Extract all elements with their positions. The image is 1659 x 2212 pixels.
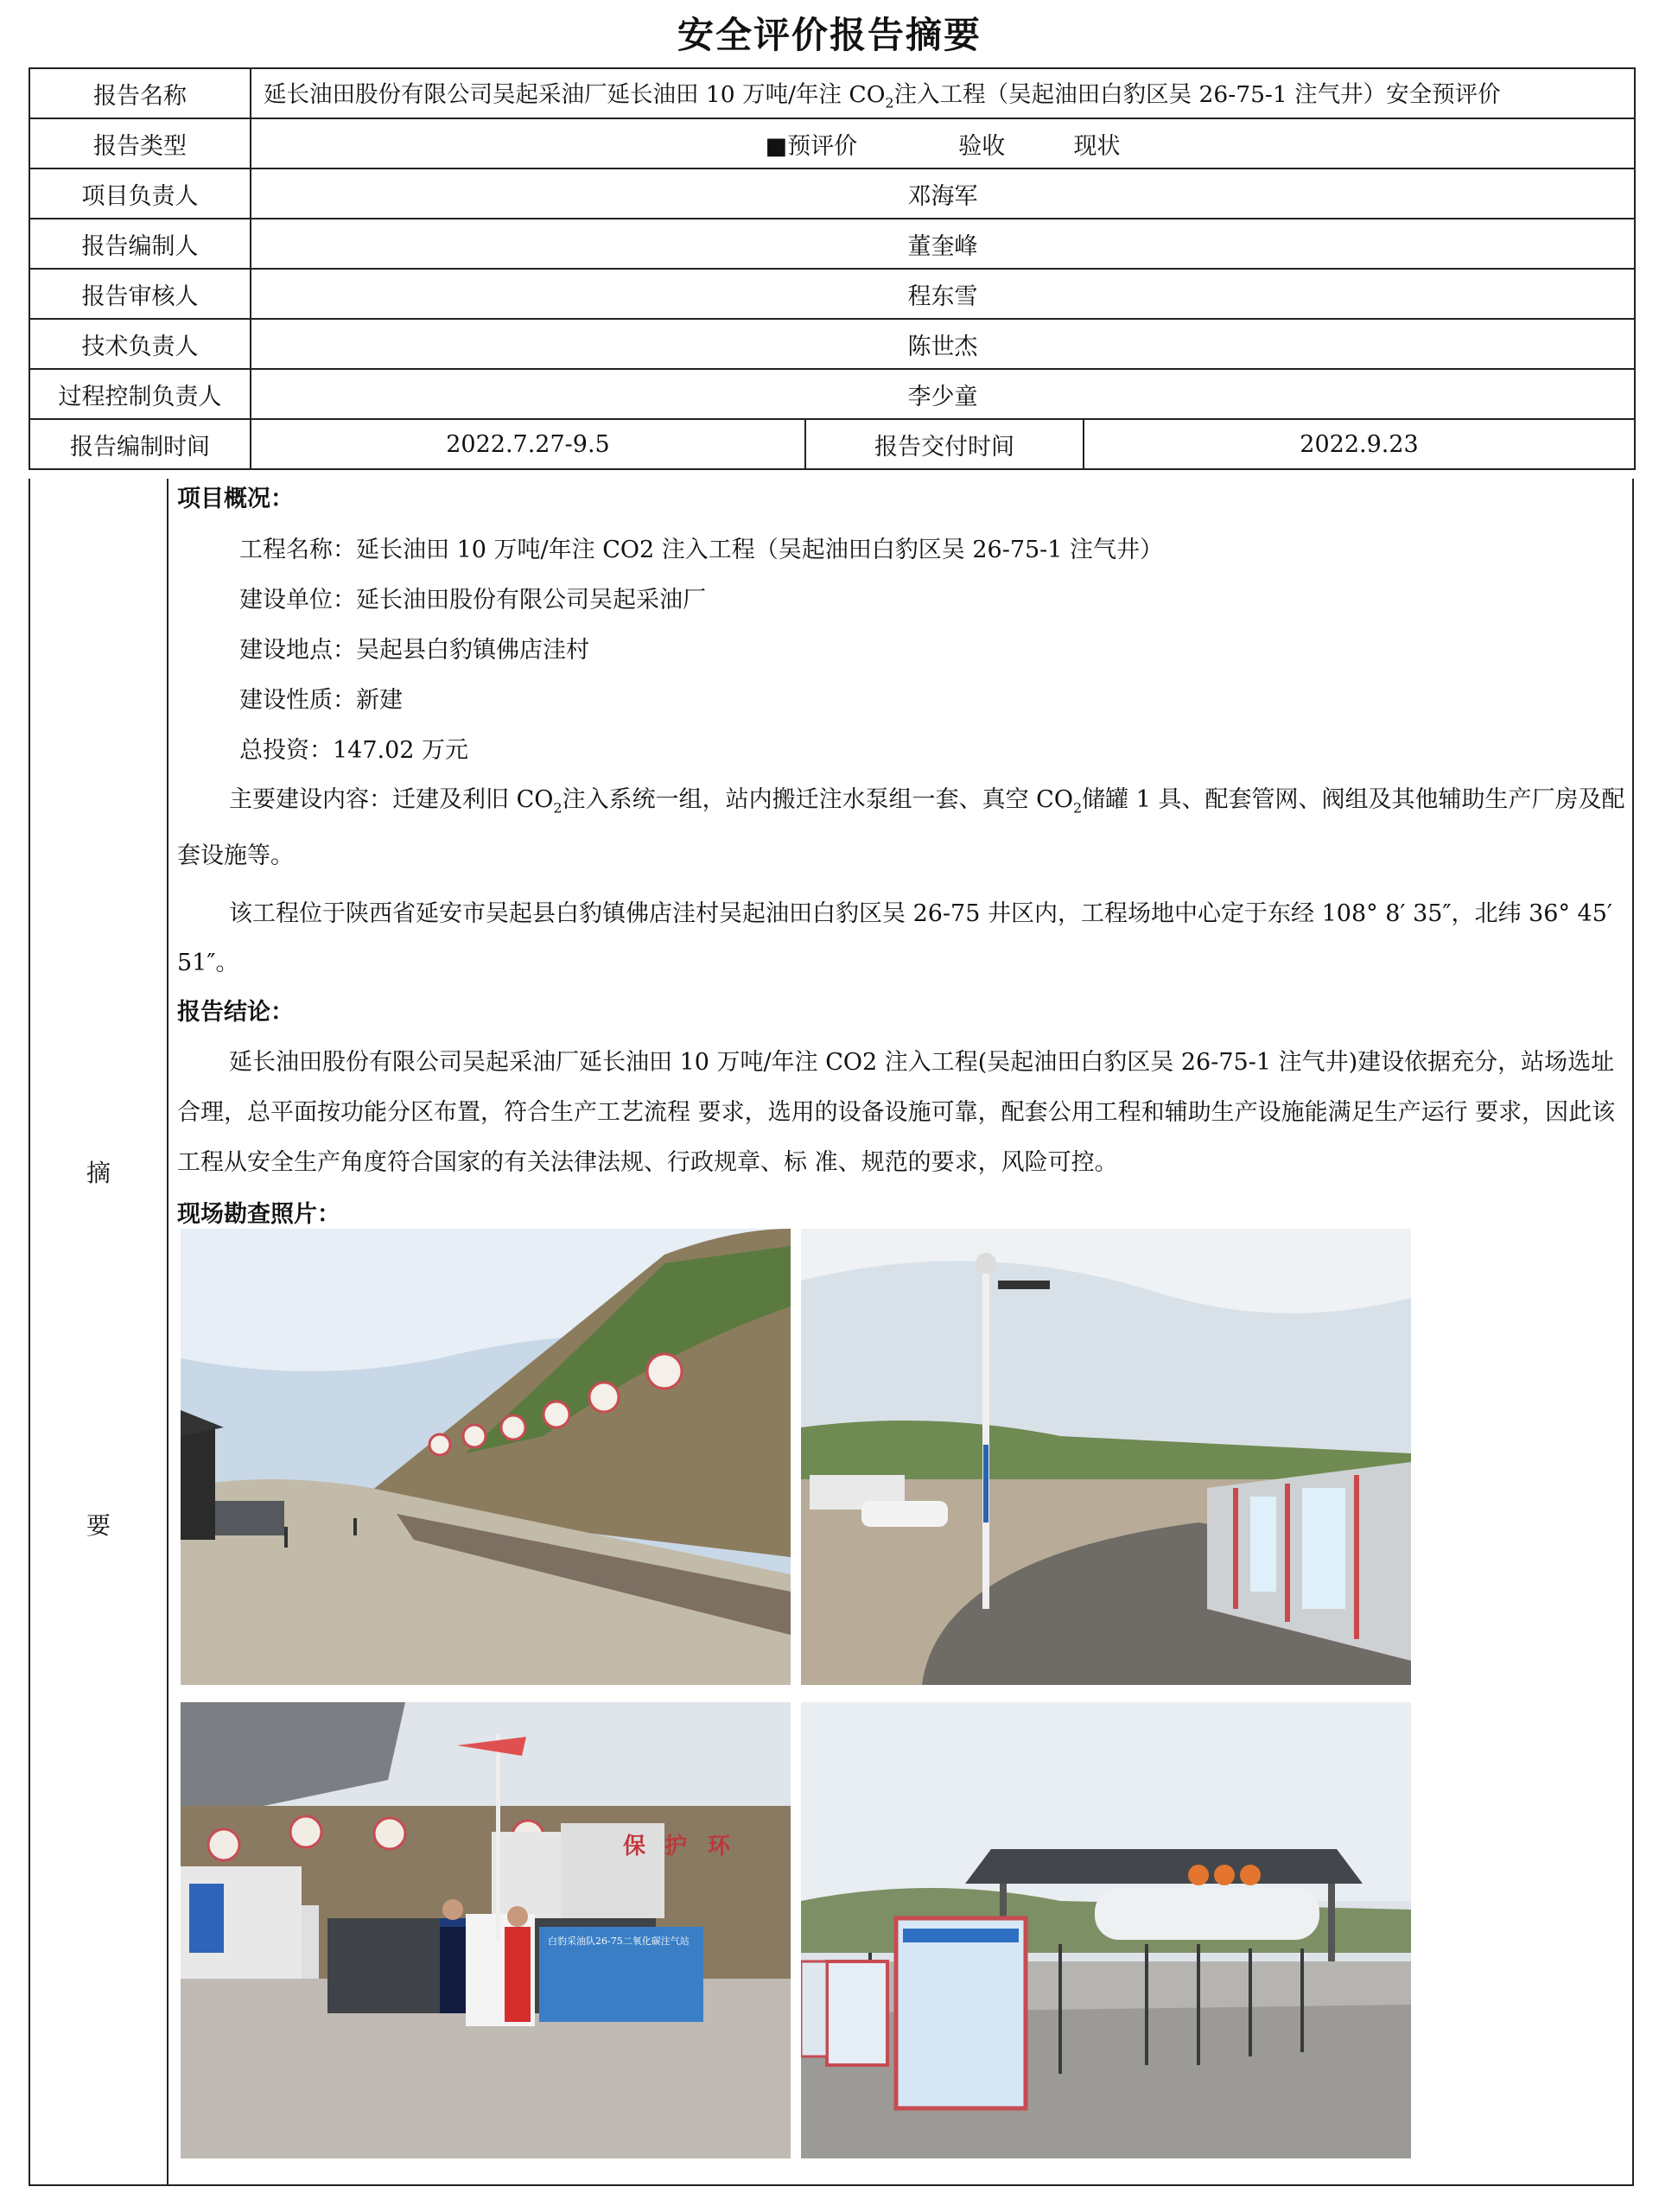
tech-leader-value: 陈世杰 [251,319,1635,369]
row-times [29,419,1635,469]
photos-heading: 现场勘查照片： [177,1201,340,1229]
report-name-label: 报告名称 [29,68,251,118]
main-content-paragraph: 主要建设内容：迁建及利旧 $CO_2$注入系统一组，站内搬迁注水泵组一套、真空 $CO_2$储罐 1 具、配套管网、阀组及其他辅助生产厂房及配套设施等。 [177,786,1625,870]
row-reviewer [29,269,1635,319]
option-pre-evaluation: 预评价 [787,132,858,160]
report-info-table [29,67,1636,470]
construction-nature-line: 建设性质：新建 [239,687,403,714]
report-name-value: 延长油田股份有限公司吴起采油厂延长油田 10 万吨/年注 $CO_2$注入工程（吴起油田白豹区吴 26-75-1 注气井）安全预评价 [251,68,1635,118]
process-control-label: 过程控制负责人 [29,369,251,419]
reviewer-label: 报告审核人 [29,269,251,319]
conclusion-paragraph: 延长油田股份有限公司吴起采油厂延长油田 10 万吨/年注 CO2 注入工程(吴起油田白豹区吴 26-75-1 注气井)建设依据充分，站场选址合理，总平面按功能分区布置，符合生产工艺流程 要求，选用的设备设施可靠，配套公用工程和辅助生产设施能满足生产运行 要求，因此该工程从安全生产角度符合国家的有关法律法规、行政规章、标 准、规范的要求，风险可控。 [177,1049,1616,1177]
delivery-time-label: 报告交付时间 [805,419,1084,469]
site-photo-camera-pole [801,1229,1411,1685]
location-paragraph: 该工程位于陕西省延安市吴起县白豹镇佛店洼村吴起油田白豹区吴 26-75 井区内，工程场地中心定于东经 108° 8′ 35″，北纬 36° 45′ 51″。 [177,900,1613,977]
reviewer-value: 程东雪 [251,269,1635,319]
total-investment-line: 总投资：147.02 万元 [239,737,469,764]
compile-time-value: 2022.7.27-9.5 [251,419,805,469]
option-acceptance: 验收 [958,132,1006,160]
site-photo-tank-shelter [801,1702,1411,2158]
compiler-label: 报告编制人 [29,219,251,269]
compiler-value: 董奎峰 [251,219,1635,269]
row-report-name [29,68,1635,118]
summary-side-label [30,479,168,2184]
process-control-value: 李少童 [251,369,1635,419]
row-report-type [29,118,1635,168]
notice-board-title: 白豹采油队26-75二氧化碳注气站 [548,1936,690,1947]
report-type-options [251,118,1635,168]
project-name-line: 工程名称：延长油田 10 万吨/年注 CO2 注入工程（吴起油田白豹区吴 26-75-1 注气井） [239,537,1164,563]
row-project-leader [29,168,1635,219]
wall-slogan-char-2: 护 [664,1834,688,1859]
summary-content [177,479,1629,1242]
site-photo-station-gate [181,1702,791,2158]
compile-time-label: 报告编制时间 [29,419,251,469]
wall-slogan-char-1: 保 [623,1834,646,1859]
report-type-label: 报告类型 [29,118,251,168]
site-photos [181,1229,1399,2183]
site-photo-road-hillside [181,1229,791,1685]
summary-section [29,479,1634,2186]
construction-unit-line: 建设单位：延长油田股份有限公司吴起采油厂 [239,587,706,613]
delivery-time-value: 2022.9.23 [1084,419,1635,469]
conclusion-heading: 报告结论： [177,999,294,1027]
project-leader-value: 邓海军 [251,168,1635,219]
row-compiler [29,219,1635,269]
selected-checkbox-icon: ■ [765,132,788,160]
page-title: 安全评价报告摘要 [677,14,982,56]
construction-site-line: 建设地点：吴起县白豹镇佛店洼村 [239,637,589,664]
row-tech-leader [29,319,1635,369]
tech-leader-label: 技术负责人 [29,319,251,369]
option-current-status: 现状 [1073,132,1121,160]
side-char-2: 要 [86,1511,111,1540]
row-process-control [29,369,1635,419]
project-leader-label: 项目负责人 [29,168,251,219]
wall-slogan-char-3: 环 [708,1834,731,1859]
side-char-1: 摘 [86,1159,111,1187]
overview-heading: 项目概况： [177,486,294,512]
